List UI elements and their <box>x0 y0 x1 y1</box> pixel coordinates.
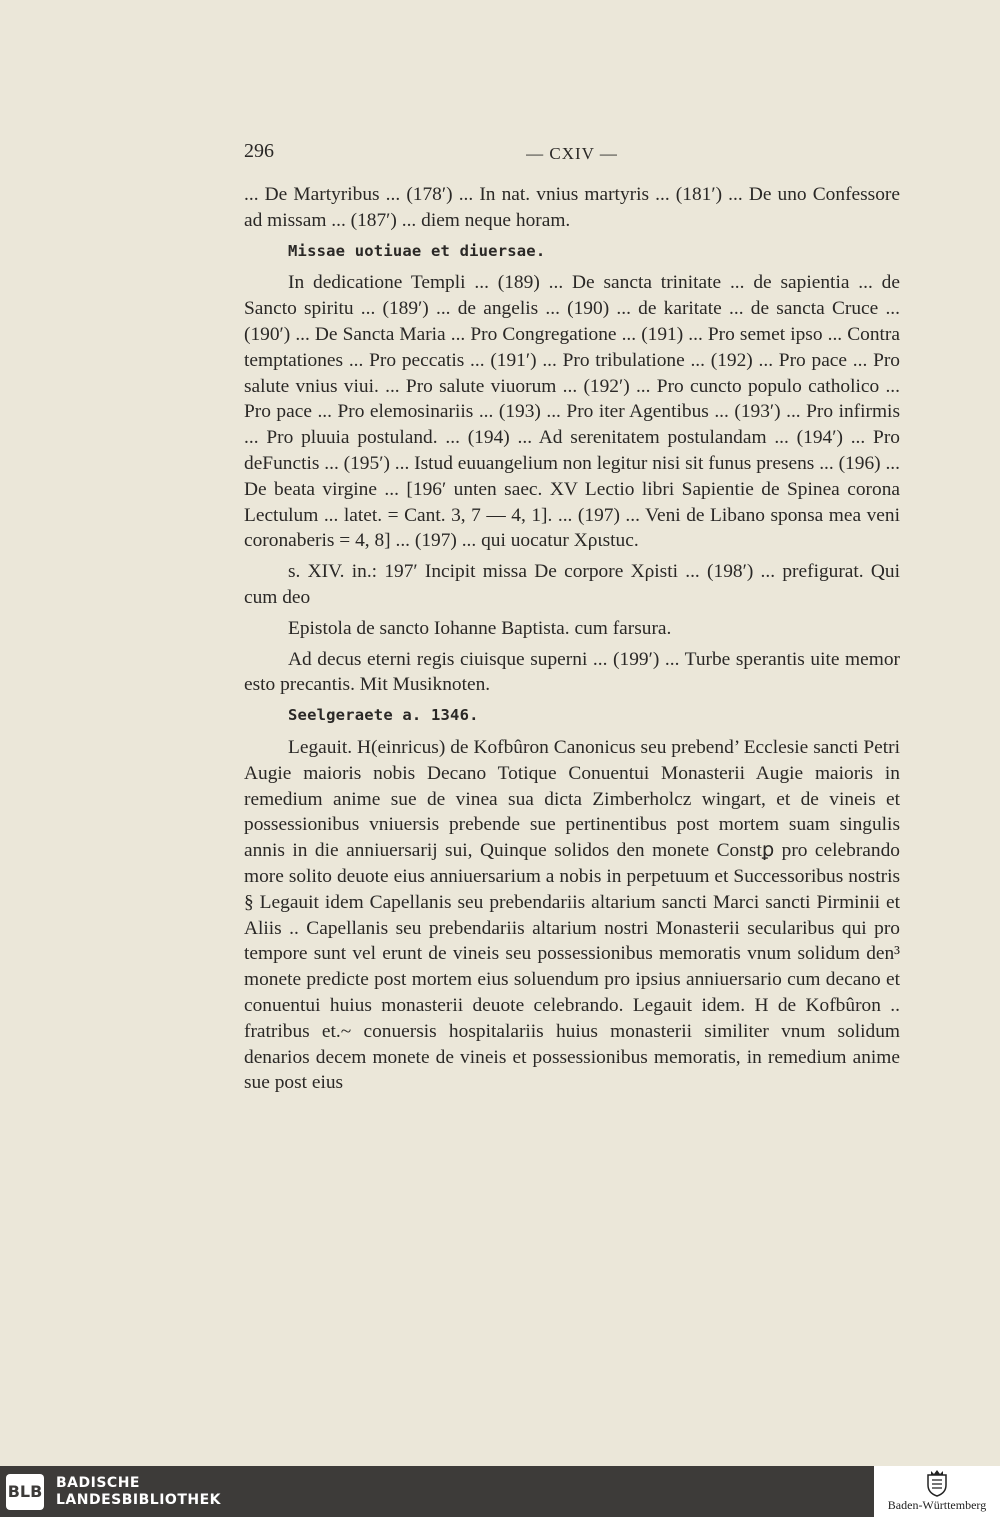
paragraph-martyribus: ... De Martyribus ... (178′) ... In nat. vnius martyris ... (181′) ... De uno Confessore ad missam ... (187′) ... diem neque horam. <box>244 184 900 231</box>
section-heading-seelgeraete: Seelgeraete a. 1346. <box>288 706 479 725</box>
running-head: — CXIV — <box>526 144 618 163</box>
coat-of-arms-icon <box>926 1469 948 1497</box>
state-logo[interactable] <box>874 1466 1000 1517</box>
footer-bar <box>0 1466 1000 1517</box>
section-heading-missae: Missae uotiuae et diuersae. <box>288 241 546 260</box>
library-name[interactable] <box>56 1475 221 1509</box>
blb-logo[interactable]: BLB <box>6 1474 44 1510</box>
paragraph-legauit: Legauit. H(einricus) de Kofbûron Canonicus seu prebend’ Ecclesie sancti Petri Augie maioris nobis Decano Totique Conuentui Monasterii Augie maioris in remedium anime sue de vinea sua dicta Zimberholcz wingart, et de vineis et possessionibus vniuersis prebende sue pertinentibus post mortem suam singulis annis in die anniuersarij sui, Quinque solidos den monete Constꝑ pro celebrando more solito deuote eius anniuersarium a nobis in perpetuum et Successoribus nostris § Legauit idem Capellanis seu prebendariis altarium sancti Marci sancti Pirminii et Aliis .. Capellanis seu prebendariis altarium nostri Monasterii secularibus qui pro tempore sunt vel erunt de vineis seu possessionibus memoratis vnum solidum den³ monete predicte post mortem eius soluendum pro ipsius anniuersario cum decano et conuentui huius monasterii deuote celebrando. Legauit idem. H de Kofbûron .. fratribus et.~ conuersis hospitalariis huius monasterii similiter vnum solidum denarios decem monete de vineis et possessionibus memoratis, in remedium anime sue post eius <box>244 736 900 1094</box>
page-body <box>244 182 900 1101</box>
paragraph-ad-decus: Ad decus eterni regis ciuisque superni ... (199′) ... Turbe sperantis uite memor esto precantis. Mit Musiknoten. <box>244 648 900 696</box>
library-name-line2: LANDESBIBLIOTHEK <box>56 1492 222 1508</box>
library-name-line1: BADISCHE <box>56 1475 140 1491</box>
paragraph-epistola: Epistola de sancto Iohanne Baptista. cum farsura. <box>288 617 672 639</box>
paragraph-dedicatione: In dedicatione Templi ... (189) ... De sancta trinitate ... de sapientia ... de Sancto spiritu ... (189′) ... de angelis ... (190) ... de karitate ... de sancta Cruce ... (190′) ... De Sancta Maria ... Pro Congregatione ... (191) ... Pro semet ipso ... Contra temptationes ... Pro peccatis ... (191′) ... Pro tribulatione ... (192) ... Pro pace ... Pro salute vnius viui. ... Pro salute viuorum ... (192′) ... Pro cuncto populo catholico ... Pro pace ... Pro elemosinariis ... (193) ... Pro iter Agentibus ... (193′) ... Pro infirmis ... Pro pluuia postuland. ... (194) ... Ad serenitatem postulandam ... (194′) ... Pro deFunctis ... (195′) ... Istud euuangelium non legitur nisi sit funus presens ... (196) ... De beata virgine ... [196′ unten saec. XV Lectio libri Sapientie de Spinea corona Lectulum ... latet. = Cant. 3, 7 — 4, 1]. ... (197) ... Veni de Libano sponsa mea veni coronaberis = 4, 8] ... (197) ... qui uocatur Χριstuc. <box>244 272 900 552</box>
state-name: Baden-Württemberg <box>887 1498 987 1512</box>
page-number: 296 <box>244 140 274 162</box>
paragraph-incipit-missa: s. XIV. in.: 197′ Incipit missa De corpore Χρisti ... (198′) ... prefigurat. Qui cum deo <box>244 561 900 608</box>
page-header <box>244 140 900 170</box>
